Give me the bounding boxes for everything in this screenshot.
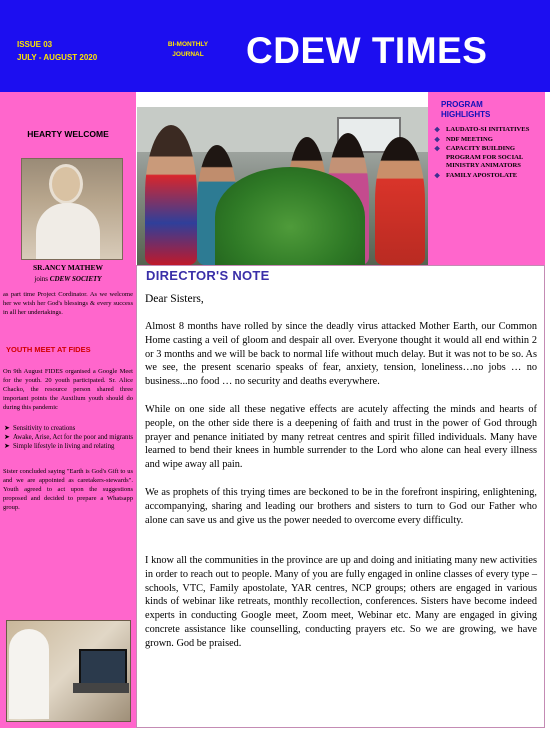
laptop-keyboard <box>73 683 129 693</box>
list-item <box>432 136 544 145</box>
list-item <box>3 433 133 442</box>
newsletter-title: CDEW TIMES <box>246 30 488 71</box>
online-meeting-photo <box>6 620 131 722</box>
point-text: Simple lifestyle in living and relating <box>13 443 115 450</box>
joins-line <box>0 275 136 283</box>
person-figure <box>145 125 197 265</box>
diamond-bullet-icon: ❖ <box>434 135 441 144</box>
plant-bunch <box>215 167 365 265</box>
note-paragraph: We as prophets of this trying times are beckoned to be in the forefront inspiring, enlightening, accompanying, sharing and leading our brothers and sisters to turn to God our Father who alone can save us and give us the power needed to overcome every difficulty. <box>145 487 537 526</box>
highlights-list <box>432 126 544 181</box>
note-paragraph: Almost 8 months have rolled by since the deadly virus attacked Mother Earth, our Common Home casting a veil of gloom and despair all over. Everyone thought it would all end within 2 or 3 months and we will be back to normal life without much delay. But it was not to be so. As we see, the present scenario speaks of fear, anxiety, tension, loneliness…no jobs … no business...no food … no security and deaths everywhere. <box>145 321 537 388</box>
highlight-text: NDF MEETING <box>446 135 493 143</box>
list-item <box>3 424 133 433</box>
arrow-bullet-icon: ➤ <box>4 443 10 450</box>
highlight-text: FAMILY APOSTOLATE <box>446 171 518 179</box>
highlights-title <box>441 100 490 120</box>
youth-meet-heading: YOUTH MEET AT FIDES <box>6 345 91 354</box>
note-paragraph: While on one side all these negative effects are acutely affecting the minds and hearts of people, on the other side there is a deepening of faith and trust in the power of God through prayer and penance initiated by many retreat centres and spirit filled individuals. Many have learned to bend their knees in humble surrender to the Lord who alone can heal every illness and wipe away all pain. <box>145 404 537 471</box>
salutation: Dear Sisters, <box>145 293 204 305</box>
diamond-bullet-icon: ❖ <box>434 171 441 180</box>
highlight-text: LAUDATO-SI INITIATIVES <box>446 126 530 133</box>
youth-meet-text: On 9th August FIDES organised a Google Meet for the youth. 20 youth participated. Sr. Alice Chacko, the resource person shared three important points the Auxilium youth should do during this pandemic <box>3 368 133 411</box>
person-figure <box>375 137 425 265</box>
list-item <box>432 126 544 135</box>
directors-note-box <box>136 265 545 728</box>
list-item <box>3 442 133 451</box>
arrow-bullet-icon: ➤ <box>4 434 10 441</box>
issue-period: JULY - AUGUST 2020 <box>17 53 98 62</box>
list-item <box>432 145 544 171</box>
frequency-line-1: BI-MONTHLY <box>167 41 209 48</box>
diamond-bullet-icon: ❖ <box>434 126 441 134</box>
portrait-head <box>52 167 80 201</box>
arrow-bullet-icon: ➤ <box>4 425 10 432</box>
point-text: Awake, Arise, Act for the poor and migrants <box>13 434 133 441</box>
point-text: Sensitivity to creations <box>13 425 76 432</box>
youth-points-list <box>3 424 133 451</box>
highlights-title-line-2: HIGHLIGHTS <box>441 110 491 119</box>
masthead <box>0 0 550 92</box>
highlight-text: CAPACITY BUILDING PROGRAM FOR SOCIAL MINISTRY ANIMATORS <box>446 145 523 169</box>
frequency-line-2: JOURNAL <box>172 51 204 58</box>
issue-number: ISSUE 03 <box>17 40 53 49</box>
frequency-label <box>158 40 218 60</box>
welcome-name: SR.ANCY MATHEW <box>32 263 103 272</box>
note-paragraph: I know all the communities in the province are up and doing and initiating many new activities in order to reach out to people. Many of you are fully engaged in online classes of every type – schools, VTC, Family apostolate, YAR centres, NCP groups; others are engaged in various kinds of webinar like retreats, monthly recollection, conferences. Sisters have become indeed experts in conducting Google meet, Zoom meet, Webinar etc. Many are engaged in giving concrete assistance like counselling, conducting prayers etc. So we are growing, we have grown. God be praised. <box>145 555 537 649</box>
conclusion-text: Sister concluded saying "Earth is God's Gift to us and we are appointed as caretakers-stewards". Youth agreed to act upon the suggestions proposed and decided to prepare a Whatsapp group. <box>3 468 133 511</box>
group-garden-photo <box>137 107 428 265</box>
left-sidebar <box>0 92 136 728</box>
program-highlights-panel <box>428 92 545 265</box>
portrait-body <box>36 203 100 260</box>
sister-portrait-photo <box>21 158 123 260</box>
joins-prefix: joins <box>34 275 49 283</box>
highlights-title-line-1: PROGRAM <box>441 100 483 109</box>
laptop-screen <box>79 649 127 685</box>
welcome-text: as part time Project Cordinator. As we welcome her we wish her God's blessings & every success in all her undertakings. <box>3 291 133 316</box>
list-item <box>432 172 544 181</box>
joins-org: CDEW SOCIETY <box>49 275 102 283</box>
photo-figure <box>9 629 49 719</box>
issue-info <box>17 38 97 64</box>
welcome-heading: HEARTY WELCOME <box>27 129 109 139</box>
diamond-bullet-icon: ❖ <box>434 145 441 153</box>
directors-note-heading: DIRECTOR'S NOTE <box>146 268 270 283</box>
